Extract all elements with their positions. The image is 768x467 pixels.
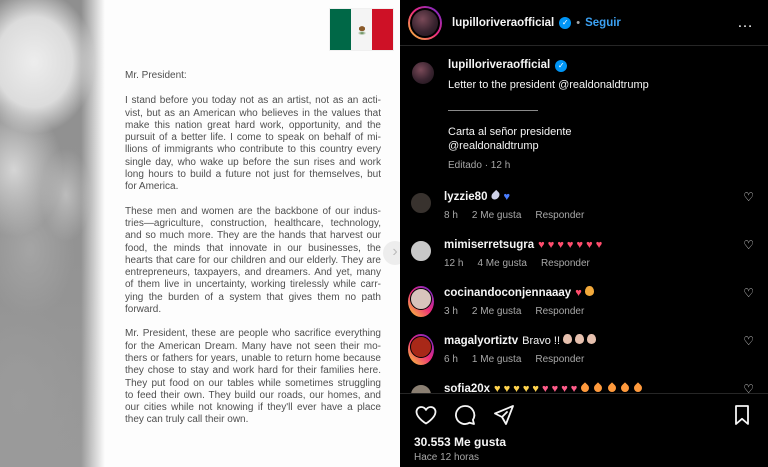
- clap-emoji-icon: [587, 334, 596, 344]
- clap-emoji-icon: [575, 334, 584, 344]
- story-ring[interactable]: [408, 6, 442, 40]
- heart-emoji-icon: ♥: [547, 239, 555, 251]
- comment-time: 8 h: [444, 210, 458, 221]
- flame-emoji-icon: [580, 382, 591, 393]
- post-header: [400, 0, 768, 45]
- like-count[interactable]: 30.553 Me gusta: [414, 435, 507, 449]
- heart-emoji-icon: ♥: [586, 239, 593, 251]
- flame-emoji-icon: [606, 382, 617, 393]
- avatar[interactable]: [410, 384, 432, 393]
- comment-username[interactable]: magalyortiztv: [444, 335, 519, 347]
- caption-row: [408, 58, 754, 173]
- comment-username[interactable]: sofia20x: [444, 383, 491, 393]
- heart-emoji-icon: ♥: [494, 383, 501, 393]
- heart-emoji-icon: ♥: [570, 383, 578, 393]
- comment-time: 6 h: [444, 354, 458, 365]
- comment-avatar-wrap[interactable]: [408, 334, 434, 365]
- comments-list: [408, 190, 754, 393]
- comment-like-count: 2 Me gusta: [471, 210, 522, 221]
- bookmark-icon[interactable]: [730, 403, 754, 427]
- comment-heart-icon[interactable]: ♡: [743, 382, 754, 393]
- comment-avatar-wrap[interactable]: [408, 286, 434, 317]
- comment-heart-icon[interactable]: ♡: [743, 190, 754, 204]
- flame-emoji-icon: [619, 382, 630, 393]
- avatar[interactable]: [410, 336, 432, 358]
- avatar[interactable]: [410, 288, 432, 310]
- comment-like-count: 2 Me gusta: [471, 306, 522, 317]
- verified-badge-icon: ✓: [559, 17, 571, 29]
- comment-row: [408, 190, 754, 221]
- heart-emoji-icon: ♥: [522, 383, 530, 393]
- caption-text: Letter to the president @realdonaldtrump: [448, 79, 649, 91]
- dot-separator: •: [576, 16, 581, 29]
- comment-body: [444, 238, 735, 269]
- comment-line: [444, 382, 735, 393]
- caption-body: [448, 58, 754, 173]
- comment-line: [444, 286, 735, 300]
- heart-emoji-icon: ♥: [532, 383, 539, 393]
- comments-panel: [400, 0, 768, 467]
- comment-row: [408, 382, 754, 393]
- share-icon[interactable]: [492, 403, 516, 427]
- comment-line: [444, 238, 735, 252]
- heart-emoji-icon: ♥: [575, 287, 582, 299]
- flag-eagle-emblem: [356, 24, 368, 35]
- comment-meta: [444, 306, 735, 317]
- heart-emoji-icon: ♥: [538, 239, 545, 251]
- comment-text: [494, 382, 643, 393]
- caption-meta: Editado · 12 h: [448, 160, 511, 171]
- action-bar: [400, 394, 768, 433]
- comment-text: [522, 334, 596, 348]
- flag-white-stripe: [351, 9, 372, 50]
- letter-text: [125, 70, 381, 439]
- caption-mention[interactable]: @realdonaldtrump: [448, 140, 539, 152]
- avatar[interactable]: [410, 60, 436, 86]
- comment-heart-icon[interactable]: ♡: [743, 334, 754, 348]
- comment-avatar-wrap[interactable]: [408, 382, 434, 393]
- comment-time: 12 h: [444, 258, 464, 269]
- heart-emoji-icon: ♥: [557, 239, 564, 251]
- singer-photo: [0, 0, 106, 467]
- comment-avatar-wrap[interactable]: [408, 190, 434, 221]
- like-icon[interactable]: [414, 403, 438, 427]
- letter-paragraph: These men and women are the backbone of our indus- tries—agriculture, construction, healthcare, technology, and so much more. They are the hands that harvest our food, the minds that innovate in our businesses, the hearts that care for our children and our elderly. They are entrepreneurs, taxpayers, and dreamers. And yet, many of them live in uncertainty, working tirelessly while carr- ying the burden of a system that gives them no path forward.: [125, 205, 381, 316]
- comment-body: [444, 190, 735, 221]
- reply-button[interactable]: Responder: [535, 210, 585, 221]
- comment-text: [491, 190, 510, 204]
- flag-green-stripe: [330, 9, 351, 50]
- comment-body: [444, 382, 735, 393]
- comment-text: [575, 286, 594, 300]
- pray-emoji-icon: [490, 190, 501, 201]
- comment-heart-icon[interactable]: ♡: [743, 286, 754, 300]
- flame-emoji-icon: [593, 382, 604, 393]
- comment-username[interactable]: mimiserretsugra: [444, 239, 535, 251]
- letter-paragraph: Mr. President, these are people who sacrifice everything for the American Dream. Many have not seen their mo- thers or fathers for years, unable to return home because they chose to stay and work hard for their families here. They put food on our tables while sometimes struggling to feed their own. They build our roads, our homes, and our cities while not knowing if they'll ever have a place they can truly call their own.: [125, 328, 381, 426]
- caption-username[interactable]: lupilloriveraofficial: [448, 59, 551, 71]
- comment-time: 3 h: [444, 306, 458, 317]
- caption-divider-line: [448, 110, 538, 111]
- carousel-next-icon[interactable]: ›: [383, 241, 400, 265]
- letter-salutation: Mr. President:: [125, 70, 187, 81]
- comment-text: [538, 238, 602, 252]
- caption-line: [448, 58, 754, 93]
- heart-emoji-icon: ♥: [576, 239, 584, 251]
- comment-line: [444, 334, 735, 348]
- comment-body: [444, 334, 735, 365]
- post-timestamp: Hace 12 horas: [414, 452, 480, 463]
- comment-icon[interactable]: [453, 403, 477, 427]
- clap-emoji-icon: [563, 334, 572, 344]
- heart-emoji-icon: ♥: [503, 383, 511, 393]
- caption-avatar-wrap[interactable]: [408, 58, 438, 173]
- follow-button[interactable]: Seguir: [585, 16, 621, 29]
- comment-like-count: 4 Me gusta: [477, 258, 527, 269]
- heart-emoji-icon: ♥: [542, 383, 549, 393]
- comment-meta: [444, 258, 735, 269]
- letter-paragraph: I stand before you today not as an artist, not as an acti- vist, but as an American who believes in the values that make this nation great hard work, opportunity, and the pursuit of a better life. I come to speak on behalf of mi- llions of immigrants who contribute to this country every single day, who wake up before the sun rises and work long hours to build a future not just for themselves, but for America.: [125, 95, 381, 193]
- comment-row: [408, 238, 754, 269]
- heart-emoji-icon: ♥: [503, 191, 511, 203]
- comment-row: [408, 286, 754, 317]
- reply-button[interactable]: Responder: [535, 306, 585, 317]
- comment-row: [408, 334, 754, 365]
- flame-emoji-icon: [632, 382, 643, 393]
- heart-emoji-icon: ♥: [551, 383, 559, 393]
- flag-red-stripe: [372, 9, 393, 50]
- comment-like-count: 1 Me gusta: [471, 354, 522, 365]
- comment-body: [444, 286, 735, 317]
- header-username[interactable]: lupilloriveraofficial: [452, 16, 555, 29]
- heart-emoji-icon: ♥: [513, 383, 520, 393]
- verified-badge-icon: ✓: [555, 60, 567, 72]
- avatar[interactable]: [410, 240, 432, 262]
- heart-emoji-icon: ♥: [561, 383, 568, 393]
- reply-button[interactable]: Responder: [535, 354, 585, 365]
- comment-meta: [444, 354, 735, 365]
- comment-username[interactable]: lyzzie80: [444, 191, 488, 203]
- mexican-flag: [330, 9, 393, 50]
- reply-button[interactable]: Responder: [540, 258, 590, 269]
- caption-line2: Carta al señor presidente: [448, 126, 572, 138]
- comments-scroll-area[interactable]: [400, 46, 768, 393]
- more-options-icon[interactable]: …: [737, 13, 754, 31]
- letter-paragraphs: [125, 95, 381, 426]
- comment-heart-icon[interactable]: ♡: [743, 238, 754, 252]
- comment-avatar-wrap[interactable]: [408, 238, 434, 269]
- comment-username[interactable]: cocinandoconjennaaay: [444, 287, 572, 299]
- comment-line: [444, 190, 735, 204]
- hands-emoji-icon: [585, 286, 594, 296]
- comment-meta: [444, 210, 735, 221]
- avatar[interactable]: [410, 8, 440, 38]
- comment-text: Bravo !!: [522, 335, 561, 347]
- heart-emoji-icon: ♥: [595, 239, 603, 251]
- heart-emoji-icon: ♥: [566, 239, 574, 251]
- header-text: [452, 17, 621, 29]
- avatar[interactable]: [410, 192, 432, 214]
